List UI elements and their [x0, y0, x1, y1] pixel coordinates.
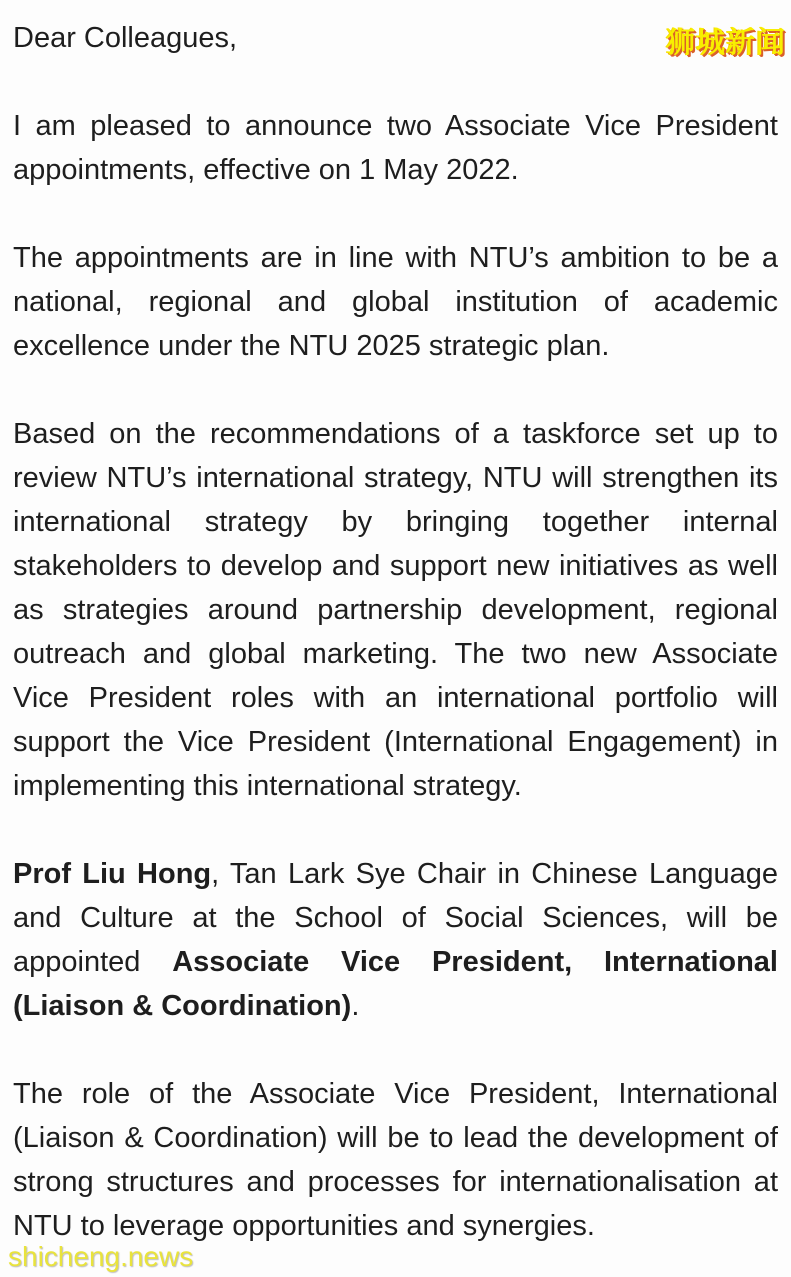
sitename-watermark-top: 狮城新闻 [665, 27, 786, 59]
text-run: , Tan Lark Sye Chair in Chinese Language and Culture at the School of Social Sciences, will be appointed [13, 858, 779, 978]
paragraph [13, 104, 778, 192]
salutation: Dear Colleagues, [13, 22, 238, 54]
letter-body [13, 16, 778, 1248]
letter-paragraphs [13, 104, 778, 1248]
sitename-watermark-bottom: shicheng.news [8, 1241, 194, 1272]
paragraph [13, 852, 778, 1028]
paragraph [13, 412, 778, 808]
bold-text-run: Prof Liu Hong [13, 858, 212, 890]
text-run: . [351, 990, 360, 1022]
bold-text-run: Associate Vice President, International (Liaison & Coordination) [13, 946, 778, 1022]
text-run: The appointments are in line with NTU’s ambition to be a national, regional and global institution of academic excellence under the NTU 2025 strategic plan. [13, 242, 778, 362]
text-run: I am pleased to announce two Associate Vice President appointments, effective on 1 May 2022. [13, 110, 778, 186]
text-run: Based on the recommendations of a taskforce set up to review NTU’s international strategy, NTU will strengthen its international strategy by bringing together internal stakeholders to develop and support new initiatives as well as strategies around partnership development, regional outreach and global marketing. The two new Associate Vice President roles with an international portfolio will support the Vice President (International Engagement) in implementing this international strategy. [13, 418, 778, 802]
text-run: The role of the Associate Vice President, International (Liaison & Coordination) will be to lead the development of strong structures and processes for internationalisation at NTU to leverage opportunities and synergies. [13, 1078, 778, 1242]
paragraph [13, 236, 778, 368]
paragraph [13, 1072, 778, 1248]
